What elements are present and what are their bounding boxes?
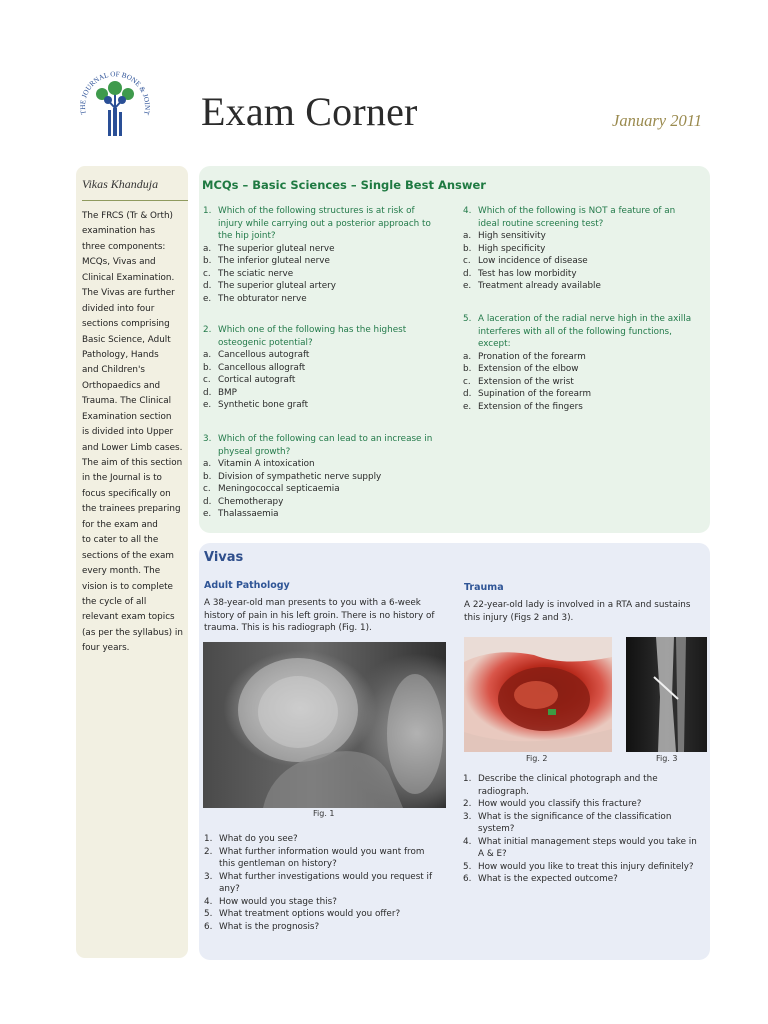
mcq-question-3 (203, 433, 432, 521)
answer-option (203, 255, 431, 268)
option-text: Extension of the fingers (478, 401, 583, 412)
question-text: except: (478, 339, 511, 349)
answer-option (203, 471, 432, 484)
intro-text-line: The aim of this section (82, 458, 183, 468)
mcq-question-4 (463, 205, 675, 293)
list-text: system? (478, 824, 515, 834)
list-text: How would you classify this fracture? (478, 799, 642, 809)
trauma-heading: Trauma (464, 582, 504, 593)
intro-text-line: The Vivas are further (82, 288, 175, 299)
intro-text-line: The FRCS (Tr & Orth) (82, 211, 173, 221)
list-number: 3. (463, 811, 472, 822)
option-text: The superior gluteal nerve (218, 243, 335, 254)
question-text: ideal routine screening test? (478, 218, 604, 229)
list-item (204, 896, 432, 909)
list-text: What treatment options would you offer? (219, 909, 401, 919)
list-item (463, 798, 697, 811)
question-text: A laceration of the radial nerve high in the axilla (478, 314, 692, 324)
adult-pathology-heading: Adult Pathology (204, 580, 290, 591)
question-number: 4. (463, 206, 472, 216)
option-text: Synthetic bone graft (218, 400, 309, 410)
option-text: Supination of the forearm (478, 389, 592, 399)
hip-radiograph-image (203, 642, 446, 808)
option-text: Extension of the elbow (478, 364, 579, 374)
list-number: 1. (463, 774, 472, 784)
option-text: Chemotherapy (218, 496, 284, 507)
mcq-heading: MCQs – Basic Sciences – Single Best Answer (202, 178, 486, 192)
option-text: Treatment already available (478, 281, 601, 291)
option-letter: a. (463, 231, 472, 241)
logo-ring-text: THE JOURNAL OF BONE & JOINT (78, 70, 152, 116)
list-item (204, 908, 432, 921)
paragraph-line: history of pain in his left groin. There is no history of (204, 610, 435, 621)
fig1-caption: Fig. 1 (313, 809, 335, 818)
mcq-question-5 (463, 313, 691, 413)
option-text: High specificity (478, 243, 546, 254)
option-letter: e. (203, 400, 212, 410)
question-text: osteogenic potential? (218, 337, 313, 348)
option-letter: a. (203, 459, 212, 469)
question-stem (203, 433, 432, 446)
list-text: What further information would you want from (219, 846, 425, 857)
option-letter: d. (203, 281, 212, 291)
option-letter: b. (203, 362, 212, 373)
question-text: Which of the following is NOT a feature of an (478, 206, 676, 216)
question-text: injury while carrying out a posterior approach to (218, 218, 431, 229)
option-letter: d. (203, 387, 212, 398)
intro-text-line: MCQs, Vivas and (82, 257, 156, 268)
option-letter: a. (203, 243, 212, 254)
answer-option (463, 363, 691, 376)
option-letter: d. (463, 268, 472, 279)
option-letter: b. (203, 256, 212, 266)
answer-option (203, 280, 431, 293)
question-number: 2. (203, 325, 212, 335)
trauma-text (464, 599, 690, 624)
question-text: physeal growth? (218, 446, 291, 457)
answer-option (203, 496, 432, 509)
journal-logo (74, 62, 156, 144)
intro-text-line: three components: (82, 241, 166, 252)
list-text: How would you like to treat this injury definitely? (478, 861, 694, 872)
mcq-question-2 (203, 324, 406, 412)
intro-sidebar (76, 166, 188, 958)
list-number: 5. (204, 909, 213, 919)
question-stem (203, 324, 406, 337)
question-text: interferes with all of the following functions, (478, 326, 672, 337)
list-item (204, 871, 432, 884)
answer-option (203, 508, 432, 521)
answer-option (203, 399, 406, 412)
fig2-caption: Fig. 2 (526, 754, 548, 763)
option-text: Thalassaemia (218, 509, 279, 519)
answer-option (463, 351, 691, 364)
intro-text-line: examination has (82, 226, 156, 237)
answer-option (203, 268, 431, 281)
answer-option (463, 230, 675, 243)
author-name: Vikas Khanduja (82, 177, 159, 191)
fig3-caption: Fig. 3 (656, 754, 678, 763)
option-text: Cancellous allograft (218, 362, 306, 373)
answer-option (463, 268, 675, 281)
question-number: 3. (203, 434, 212, 444)
list-text: radiograph. (478, 786, 529, 797)
option-text: High sensitivity (478, 231, 546, 241)
intro-text-line: Trauma. The Clinical (82, 396, 172, 407)
intro-text-line: to cater to all the (82, 535, 159, 546)
list-text: What further investigations would you request if (219, 871, 433, 882)
list-text: What is the significance of the classification (478, 811, 672, 822)
option-text: Division of sympathetic nerve supply (218, 471, 382, 482)
list-number: 2. (204, 846, 213, 857)
intro-text-line: divided into four (82, 303, 155, 314)
intro-text-line: Basic Science, Adult (82, 334, 171, 345)
page-title: Exam Corner (201, 89, 418, 134)
list-number: 5. (463, 861, 472, 872)
option-letter: e. (463, 401, 472, 412)
issue-date: January 2011 (612, 111, 702, 130)
wound-photograph-image (464, 637, 612, 752)
question-text: Which one of the following has the highest (218, 325, 407, 335)
option-text: The superior gluteal artery (218, 281, 336, 291)
paragraph-line: trauma. This is his radiograph (Fig. 1). (204, 623, 372, 633)
list-item (463, 873, 697, 886)
list-item (204, 833, 432, 846)
answer-option (203, 374, 406, 387)
list-number: 6. (204, 921, 213, 932)
intro-text-line: the cycle of all (82, 596, 147, 607)
answer-option (203, 458, 432, 471)
question-stem (463, 313, 691, 326)
intro-text-line: Examination section (82, 411, 172, 422)
option-letter: e. (203, 509, 212, 519)
intro-text-line: four years. (82, 643, 130, 654)
option-letter: c. (203, 375, 211, 385)
paragraph-line: this injury (Figs 2 and 3). (464, 612, 574, 623)
list-text: What is the prognosis? (219, 921, 320, 932)
intro-text-line: is divided into Upper (82, 427, 174, 438)
option-text: Vitamin A intoxication (218, 459, 315, 469)
option-letter: a. (463, 351, 472, 362)
intro-text-line: and Children's (82, 365, 145, 376)
intro-text-line: the trainees preparing (82, 504, 181, 515)
option-text: The inferior gluteal nerve (218, 256, 330, 266)
option-letter: c. (203, 268, 211, 279)
option-letter: a. (203, 350, 212, 360)
answer-option (463, 255, 675, 268)
list-item (204, 846, 432, 859)
question-text: Which of the following structures is at risk of (218, 206, 415, 216)
list-item (463, 811, 697, 824)
list-text: any? (219, 884, 240, 894)
question-number: 5. (463, 314, 472, 324)
intro-text-line: Pathology, Hands (82, 349, 159, 360)
option-text: Cancellous autograft (218, 350, 310, 360)
intro-text-line: relevant exam topics (82, 612, 175, 623)
mcq-question-1 (203, 205, 431, 305)
list-item (463, 773, 697, 786)
list-item (463, 861, 697, 874)
intro-text-line: for the exam and (82, 519, 158, 530)
list-item (204, 921, 432, 934)
adult-pathology-questions (204, 833, 432, 933)
answer-option (203, 387, 406, 400)
intro-text (82, 209, 186, 657)
list-text: What initial management steps would you take in (478, 836, 697, 847)
list-number: 2. (463, 799, 472, 809)
intro-text-line: in the Journal is to (82, 473, 162, 484)
paragraph-line: A 22-year-old lady is involved in a RTA and sustains (464, 600, 691, 610)
option-letter: d. (463, 389, 472, 399)
answer-option (203, 243, 431, 256)
intro-text-line: and Lower Limb cases. (82, 442, 183, 453)
option-text: BMP (218, 387, 237, 398)
intro-text-line: Orthopaedics and (82, 380, 161, 391)
list-number: 6. (463, 874, 472, 884)
list-text: A & E? (478, 849, 507, 859)
answer-option (463, 376, 691, 389)
list-text: this gentleman on history? (219, 859, 337, 869)
option-letter: c. (463, 256, 471, 266)
intro-text-line: (as per the syllabus) in (82, 627, 183, 638)
answer-option (203, 362, 406, 375)
list-number: 4. (463, 836, 472, 847)
option-letter: e. (203, 293, 212, 304)
list-number: 4. (204, 896, 213, 907)
vivas-heading: Vivas (204, 550, 244, 565)
option-letter: b. (463, 364, 472, 374)
tree-icon (96, 81, 134, 136)
sidebar-divider (82, 200, 188, 201)
list-number: 1. (204, 834, 213, 844)
answer-option (203, 293, 431, 306)
answer-option (463, 243, 675, 256)
list-text: What do you see? (219, 834, 298, 844)
option-letter: c. (203, 484, 211, 494)
option-text: Pronation of the forearm (478, 351, 586, 362)
list-number: 3. (204, 871, 213, 882)
answer-option (203, 349, 406, 362)
option-letter: d. (203, 496, 212, 507)
question-text: Which of the following can lead to an increase in (218, 434, 433, 444)
option-text: Meningococcal septicaemia (218, 484, 340, 494)
intro-text-line: sections comprising (82, 319, 170, 330)
list-text: How would you stage this? (219, 896, 337, 907)
option-text: Test has low morbidity (478, 268, 577, 279)
option-letter: b. (463, 243, 472, 254)
list-text: What is the expected outcome? (478, 874, 618, 884)
option-text: Extension of the wrist (478, 376, 574, 387)
option-letter: e. (463, 281, 472, 291)
paragraph-line: A 38-year-old man presents to you with a 6-week (204, 598, 421, 608)
answer-option (463, 401, 691, 414)
question-text: the hip joint? (218, 231, 276, 241)
answer-option (463, 280, 675, 293)
intro-text-line: Clinical Examination. (82, 272, 175, 283)
question-number: 1. (203, 206, 212, 216)
option-text: The sciatic nerve (218, 268, 294, 279)
option-letter: b. (203, 471, 212, 482)
intro-text-line: vision is to complete (82, 581, 173, 592)
intro-text-line: every month. The (82, 566, 161, 577)
option-text: Low incidence of disease (478, 256, 588, 266)
adult-pathology-text (204, 597, 434, 635)
trauma-radiograph-image (626, 637, 707, 752)
trauma-questions (463, 773, 697, 886)
intro-text-line: focus specifically on (82, 488, 171, 499)
question-stem (463, 205, 675, 218)
list-item (463, 836, 697, 849)
question-stem (203, 205, 431, 218)
answer-option (463, 388, 691, 401)
intro-text-line: sections of the exam (82, 550, 174, 561)
option-letter: c. (463, 376, 471, 387)
option-text: The obturator nerve (218, 293, 307, 304)
list-text: Describe the clinical photograph and the (478, 774, 658, 784)
answer-option (203, 483, 432, 496)
option-text: Cortical autograft (218, 375, 296, 385)
